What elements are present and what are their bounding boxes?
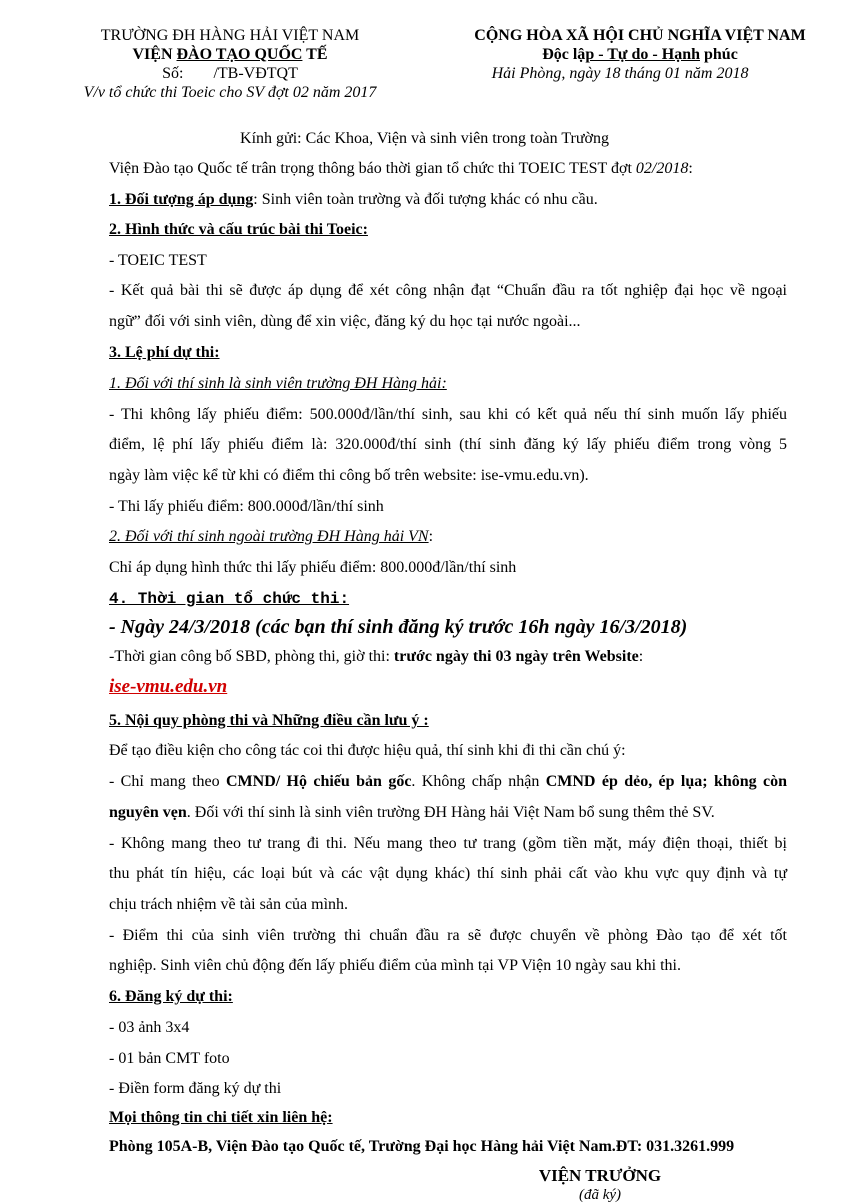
- section-3-sub-2-line: Chỉ áp dụng hình thức thi lấy phiếu điểm: 800.000đ/lần/thí sinh: [109, 559, 517, 576]
- contact-text: Phòng 105A-B, Viện Đào tạo Quốc tế, Trường Đại học Hàng hải Việt Nam.ĐT: 031.3261.999: [109, 1138, 735, 1155]
- document-date: Hải Phòng, ngày 18 tháng 01 năm 2018: [491, 65, 749, 82]
- number-code: /TB-VĐTQT: [213, 65, 298, 82]
- section-5-line: thu phát tín hiệu, các loại bút và các vật dụng khác) thí sinh phải cất vào khu vực quy định và tự: [109, 865, 787, 882]
- motto-part-c: phúc: [700, 46, 738, 63]
- country-name: CỘNG HÒA XÃ HỘI CHỦ NGHĨA VIỆT NAM: [474, 27, 806, 44]
- section-1-title: 1. Đối tượng áp dụng: [109, 191, 254, 208]
- section-3-line: điểm, lệ phí lấy phiếu điểm là: 320.000đ/thí sinh (thí sinh đăng ký lấy phiếu điểm trong vòng 5: [109, 436, 787, 453]
- section-2-item: ngữ” đối với sinh viên, dùng để xin việc, đăng ký du học tại nước ngoài...: [109, 313, 581, 330]
- exam-date: - Ngày 24/3/2018 (các bạn thí sinh đăng ký trước 16h ngày 16/3/2018): [109, 616, 688, 638]
- section-3-title: 3. Lệ phí dự thi:: [109, 344, 220, 361]
- l2-b: . Đối với thí sinh là sinh viên trường ĐH Hàng hải Việt Nam bổ sung thêm thẻ SV.: [186, 804, 715, 821]
- announce-end: :: [638, 648, 644, 665]
- national-motto: [440, 45, 840, 64]
- intro: [109, 160, 693, 178]
- section-6-item: - Điền form đăng ký dự thi: [109, 1080, 282, 1097]
- intro-end: :: [688, 160, 693, 177]
- announce-bold: trước ngày thi 03 ngày trên Website: [393, 648, 639, 665]
- contact-title: Mọi thông tin chi tiết xin liên hệ:: [109, 1109, 333, 1126]
- l1-d: CMND ép dẻo, ép lụa; không còn: [545, 773, 788, 790]
- section-4-title: 4. Thời gian tổ chức thi:: [109, 590, 350, 608]
- section-5-line: [109, 804, 715, 822]
- signature-note: (đã ký): [578, 1187, 622, 1203]
- institute-underlined: ĐÀO TẠO QUỐC: [176, 46, 303, 63]
- section-3-line: - Thi lấy phiếu điểm: 800.000đ/lần/thí sinh: [109, 498, 384, 515]
- document-subject: V/v tổ chức thi Toeic cho SV đợt 02 năm 2017: [83, 84, 377, 101]
- section-3-sub-2-title: 2. Đối với thí sinh ngoài trường ĐH Hàng hải VN: [109, 528, 429, 545]
- section-5-title: 5. Nội quy phòng thi và Những điều cần lưu ý :: [109, 712, 429, 729]
- l1-b: CMND/ Hộ chiếu bản gốc: [225, 773, 412, 790]
- intro-period: 02/2018: [635, 160, 689, 177]
- intro-text: Viện Đào tạo Quốc tế trân trọng thông báo thời gian tổ chức thi TOEIC TEST đợt: [109, 160, 636, 177]
- section-6-item: - 01 bản CMT foto: [109, 1050, 230, 1067]
- document-number: [60, 64, 400, 83]
- section-3-line: ngày làm việc kể từ khi có điểm thi công bố trên website: ise-vmu.edu.vn).: [109, 467, 589, 484]
- section-5-line: [109, 773, 787, 791]
- announce-line: [109, 648, 643, 666]
- announce-prefix: -Thời gian công bố SBD, phòng thi, giờ thi:: [109, 648, 394, 665]
- l1-a: - Chỉ mang theo: [109, 773, 226, 790]
- recipient: Kính gửi: Các Khoa, Viện và sinh viên trong toàn Trường: [240, 130, 609, 147]
- section-3-sub-1: 1. Đối với thí sinh là sinh viên trường ĐH Hàng hải:: [109, 375, 447, 392]
- institute-name: [60, 45, 400, 64]
- section-3-sub-2-end: :: [428, 528, 434, 545]
- l2-a: nguyên vẹn: [109, 804, 187, 821]
- section-1: [109, 191, 598, 209]
- signature-title: VIỆN TRƯỞNG: [538, 1166, 662, 1185]
- section-5-line: - Không mang theo tư trang đi thi. Nếu mang theo tư trang (gồm tiền mặt, máy điện thoại, thiết bị: [109, 835, 787, 852]
- institute-prefix: VIỆN: [132, 46, 177, 63]
- motto-part-a: Độc lậ: [542, 46, 586, 63]
- university-name: TRƯỜNG ĐH HÀNG HẢI VIỆT NAM: [100, 27, 360, 44]
- section-5-intro: Để tạo điều kiện cho công tác coi thi được hiệu quả, thí sinh khi đi thi cần chú ý:: [109, 742, 626, 759]
- section-3-sub-2: [109, 528, 433, 546]
- institute-suffix: TẾ: [302, 46, 328, 63]
- section-2-title: 2. Hình thức và cấu trúc bài thi Toeic:: [109, 221, 368, 238]
- header-right: [440, 26, 840, 83]
- motto-part-b: p - Tự do - Hạnh: [585, 46, 700, 63]
- l1-c: . Không chấp nhận: [411, 773, 546, 790]
- section-2-item: - TOEIC TEST: [109, 252, 207, 269]
- section-6-item: - 03 ảnh 3x4: [109, 1019, 190, 1036]
- section-5-line: - Điểm thi của sinh viên trường thi chuẩn đầu ra sẽ được chuyển về phòng Đào tạo để xét tốt: [109, 927, 787, 944]
- section-5-line: chịu trách nhiệm về tài sản của mình.: [109, 896, 349, 913]
- section-2-item: - Kết quả bài thi sẽ được áp dụng để xét công nhận đạt “Chuẩn đầu ra tốt nghiệp đại học về ngoại: [109, 282, 787, 299]
- section-1-text: : Sinh viên toàn trường và đối tượng khác có nhu cầu.: [253, 191, 598, 208]
- section-3-line: - Thi không lấy phiếu điểm: 500.000đ/lần/thí sinh, sau khi có kết quả nếu thí sinh muốn lấy phiếu: [109, 406, 787, 423]
- section-6-title: 6. Đăng ký dự thi:: [109, 988, 233, 1005]
- website-link[interactable]: ise-vmu.edu.vn: [109, 676, 228, 697]
- header-left: [60, 26, 400, 102]
- section-5-line: nghiệp. Sinh viên chủ động đến lấy phiếu điểm của mình tại VP Viện 10 ngày sau khi thi.: [109, 957, 681, 974]
- number-label: Số:: [162, 65, 184, 82]
